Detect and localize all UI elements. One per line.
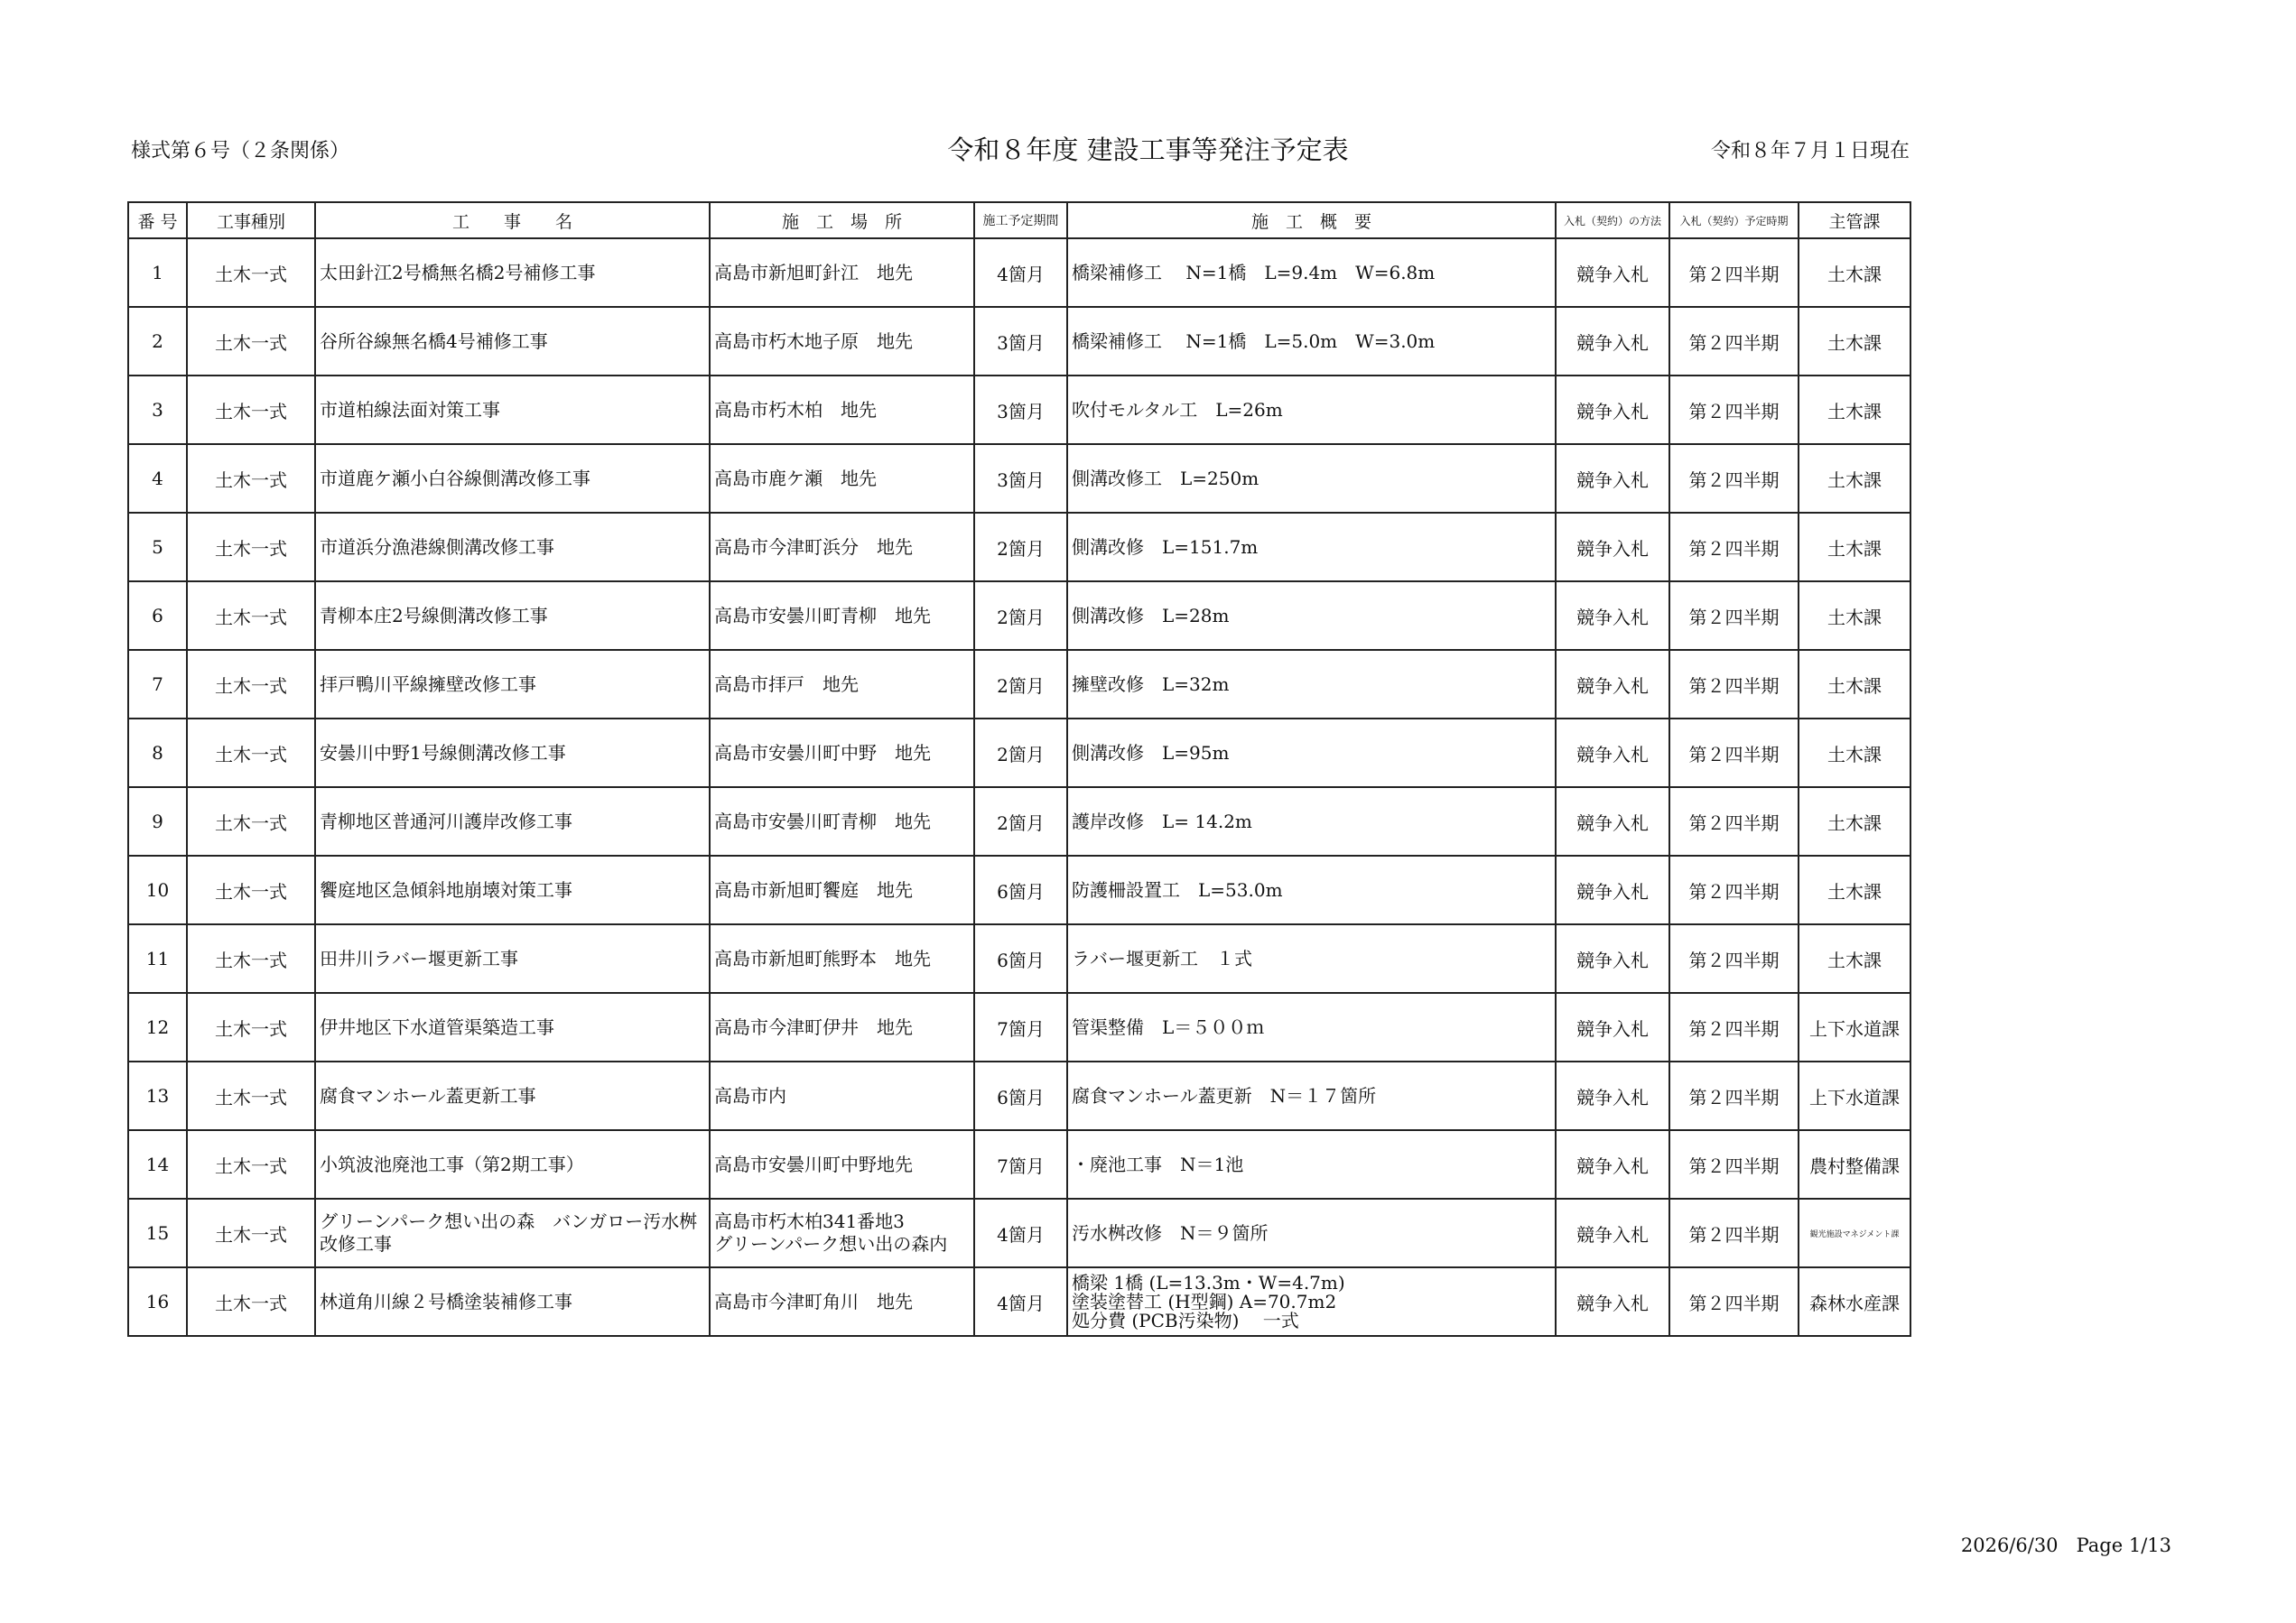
table-row bbox=[128, 924, 1910, 993]
cell-period: 4箇月 bbox=[974, 238, 1067, 307]
cell-dept: 土木課 bbox=[1799, 787, 1910, 856]
cell-dept: 上下水道課 bbox=[1799, 1062, 1910, 1130]
table-row bbox=[128, 376, 1910, 444]
cell-place: 高島市内 bbox=[710, 1062, 974, 1130]
table-row bbox=[128, 581, 1910, 650]
cell-no: 10 bbox=[128, 856, 187, 924]
cell-method: 競争入札 bbox=[1556, 376, 1669, 444]
cell-dept: 土木課 bbox=[1799, 719, 1910, 787]
cell-summary: 側溝改修 L=151.7m bbox=[1067, 513, 1556, 581]
cell-summary: 管渠整備 L＝５００ｍ bbox=[1067, 993, 1556, 1062]
cell-no: 9 bbox=[128, 787, 187, 856]
cell-method: 競争入札 bbox=[1556, 1267, 1669, 1336]
cell-place: 高島市安曇川町中野 地先 bbox=[710, 719, 974, 787]
table-row bbox=[128, 513, 1910, 581]
cell-name: 田井川ラバー堰更新工事 bbox=[315, 924, 710, 993]
cell-type: 土木一式 bbox=[187, 1199, 315, 1267]
cell-period: 2箇月 bbox=[974, 581, 1067, 650]
cell-place: 高島市朽木柏341番地3 グリーンパーク想い出の森内 bbox=[710, 1199, 974, 1267]
table-row bbox=[128, 307, 1910, 376]
cell-timing: 第２四半期 bbox=[1669, 444, 1799, 513]
cell-dept: 土木課 bbox=[1799, 581, 1910, 650]
cell-type: 土木一式 bbox=[187, 376, 315, 444]
cell-place: 高島市鹿ケ瀬 地先 bbox=[710, 444, 974, 513]
cell-method: 競争入札 bbox=[1556, 719, 1669, 787]
col-header-place: 施 工 場 所 bbox=[710, 202, 974, 238]
col-header-no: 番 号 bbox=[128, 202, 187, 238]
cell-timing: 第２四半期 bbox=[1669, 924, 1799, 993]
cell-summary: 側溝改修 L=95m bbox=[1067, 719, 1556, 787]
cell-period: 3箇月 bbox=[974, 376, 1067, 444]
cell-name: 市道鹿ケ瀬小白谷線側溝改修工事 bbox=[315, 444, 710, 513]
cell-timing: 第２四半期 bbox=[1669, 856, 1799, 924]
cell-timing: 第２四半期 bbox=[1669, 376, 1799, 444]
cell-period: 4箇月 bbox=[974, 1199, 1067, 1267]
table-row bbox=[128, 993, 1910, 1062]
table-row bbox=[128, 1062, 1910, 1130]
form-number: 様式第６号（２条関係） bbox=[131, 140, 350, 162]
cell-dept: 上下水道課 bbox=[1799, 993, 1910, 1062]
cell-summary: 橋梁 1橋 (L=13.3m・W=4.7m) 塗装塗替工 (H型鋼) A=70.7m2 処分費 (PCB汚染物) 一式 bbox=[1067, 1267, 1556, 1336]
cell-type: 土木一式 bbox=[187, 513, 315, 581]
cell-type: 土木一式 bbox=[187, 307, 315, 376]
cell-dept: 土木課 bbox=[1799, 444, 1910, 513]
table-row bbox=[128, 1130, 1910, 1199]
print-date: 2026/6/30 bbox=[1960, 1535, 2059, 1556]
cell-place: 高島市朽木地子原 地先 bbox=[710, 307, 974, 376]
cell-type: 土木一式 bbox=[187, 650, 315, 719]
cell-no: 12 bbox=[128, 993, 187, 1062]
cell-name: 安曇川中野1号線側溝改修工事 bbox=[315, 719, 710, 787]
cell-name: 腐食マンホール蓋更新工事 bbox=[315, 1062, 710, 1130]
cell-timing: 第２四半期 bbox=[1669, 1130, 1799, 1199]
cell-timing: 第２四半期 bbox=[1669, 513, 1799, 581]
cell-no: 11 bbox=[128, 924, 187, 993]
cell-no: 16 bbox=[128, 1267, 187, 1336]
cell-summary: 腐食マンホール蓋更新 N＝１７箇所 bbox=[1067, 1062, 1556, 1130]
col-header-period: 施工予定期間 bbox=[974, 202, 1067, 238]
cell-name: 市道浜分漁港線側溝改修工事 bbox=[315, 513, 710, 581]
cell-timing: 第２四半期 bbox=[1669, 719, 1799, 787]
cell-no: 8 bbox=[128, 719, 187, 787]
cell-type: 土木一式 bbox=[187, 856, 315, 924]
cell-method: 競争入札 bbox=[1556, 650, 1669, 719]
table-row bbox=[128, 444, 1910, 513]
cell-dept: 農村整備課 bbox=[1799, 1130, 1910, 1199]
cell-place: 高島市今津町伊井 地先 bbox=[710, 993, 974, 1062]
col-header-summary: 施 工 概 要 bbox=[1067, 202, 1556, 238]
cell-timing: 第２四半期 bbox=[1669, 1267, 1799, 1336]
table-row bbox=[128, 787, 1910, 856]
cell-name: 拝戸鴨川平線擁壁改修工事 bbox=[315, 650, 710, 719]
cell-no: 15 bbox=[128, 1199, 187, 1267]
table-row bbox=[128, 856, 1910, 924]
cell-method: 競争入札 bbox=[1556, 856, 1669, 924]
cell-name: 市道柏線法面対策工事 bbox=[315, 376, 710, 444]
cell-type: 土木一式 bbox=[187, 1130, 315, 1199]
cell-method: 競争入札 bbox=[1556, 581, 1669, 650]
cell-summary: 吹付モルタル工 L=26m bbox=[1067, 376, 1556, 444]
table-row bbox=[128, 1199, 1910, 1267]
cell-dept: 土木課 bbox=[1799, 856, 1910, 924]
cell-timing: 第２四半期 bbox=[1669, 787, 1799, 856]
col-header-name: 工 事 名 bbox=[315, 202, 710, 238]
cell-summary: 側溝改修工 L=250m bbox=[1067, 444, 1556, 513]
cell-type: 土木一式 bbox=[187, 444, 315, 513]
cell-place: 高島市今津町角川 地先 bbox=[710, 1267, 974, 1336]
cell-type: 土木一式 bbox=[187, 719, 315, 787]
cell-timing: 第２四半期 bbox=[1669, 307, 1799, 376]
cell-period: 2箇月 bbox=[974, 513, 1067, 581]
construction-schedule-table bbox=[127, 201, 1911, 1337]
col-header-type: 工事種別 bbox=[187, 202, 315, 238]
cell-period: 6箇月 bbox=[974, 924, 1067, 993]
cell-method: 競争入札 bbox=[1556, 924, 1669, 993]
cell-dept: 土木課 bbox=[1799, 513, 1910, 581]
cell-type: 土木一式 bbox=[187, 993, 315, 1062]
cell-summary: ラバー堰更新工 １式 bbox=[1067, 924, 1556, 993]
cell-method: 競争入札 bbox=[1556, 993, 1669, 1062]
as-of-date: 令和８年７月１日現在 bbox=[1710, 140, 1910, 162]
cell-dept: 森林水産課 bbox=[1799, 1267, 1910, 1336]
page-footer bbox=[1914, 1535, 2171, 1556]
cell-no: 13 bbox=[128, 1062, 187, 1130]
page-number: Page 1/13 bbox=[2076, 1535, 2171, 1556]
cell-dept: 土木課 bbox=[1799, 238, 1910, 307]
cell-no: 14 bbox=[128, 1130, 187, 1199]
cell-timing: 第２四半期 bbox=[1669, 581, 1799, 650]
cell-dept: 土木課 bbox=[1799, 650, 1910, 719]
cell-summary: 橋梁補修工 N=1橋 L=9.4m W=6.8m bbox=[1067, 238, 1556, 307]
cell-name: 青柳地区普通河川護岸改修工事 bbox=[315, 787, 710, 856]
cell-period: 6箇月 bbox=[974, 1062, 1067, 1130]
table-row bbox=[128, 650, 1910, 719]
cell-summary: 護岸改修 L= 14.2m bbox=[1067, 787, 1556, 856]
cell-place: 高島市今津町浜分 地先 bbox=[710, 513, 974, 581]
cell-dept: 土木課 bbox=[1799, 376, 1910, 444]
cell-name: 伊井地区下水道管渠築造工事 bbox=[315, 993, 710, 1062]
cell-period: 7箇月 bbox=[974, 993, 1067, 1062]
cell-no: 4 bbox=[128, 444, 187, 513]
cell-type: 土木一式 bbox=[187, 1267, 315, 1336]
cell-name: 饗庭地区急傾斜地崩壊対策工事 bbox=[315, 856, 710, 924]
cell-timing: 第２四半期 bbox=[1669, 238, 1799, 307]
cell-timing: 第２四半期 bbox=[1669, 1062, 1799, 1130]
cell-no: 5 bbox=[128, 513, 187, 581]
cell-method: 競争入札 bbox=[1556, 1199, 1669, 1267]
cell-method: 競争入札 bbox=[1556, 787, 1669, 856]
cell-period: 2箇月 bbox=[974, 719, 1067, 787]
cell-place: 高島市安曇川町青柳 地先 bbox=[710, 581, 974, 650]
cell-summary: ・廃池工事 N＝1池 bbox=[1067, 1130, 1556, 1199]
cell-summary: 擁壁改修 L=32m bbox=[1067, 650, 1556, 719]
cell-dept: 観光施設マネジメント課 bbox=[1799, 1199, 1910, 1267]
cell-name: 谷所谷線無名橋4号補修工事 bbox=[315, 307, 710, 376]
cell-method: 競争入札 bbox=[1556, 1062, 1669, 1130]
cell-place: 高島市新旭町熊野本 地先 bbox=[710, 924, 974, 993]
cell-dept: 土木課 bbox=[1799, 924, 1910, 993]
cell-no: 1 bbox=[128, 238, 187, 307]
cell-name: 太田針江2号橋無名橋2号補修工事 bbox=[315, 238, 710, 307]
cell-method: 競争入札 bbox=[1556, 444, 1669, 513]
cell-summary: 防護柵設置工 L=53.0m bbox=[1067, 856, 1556, 924]
col-header-method: 入札（契約）の方法 bbox=[1556, 202, 1669, 238]
cell-method: 競争入札 bbox=[1556, 307, 1669, 376]
table-row bbox=[128, 238, 1910, 307]
cell-name: 小筑波池廃池工事（第2期工事） bbox=[315, 1130, 710, 1199]
col-header-dept: 主管課 bbox=[1799, 202, 1910, 238]
cell-type: 土木一式 bbox=[187, 787, 315, 856]
cell-period: 4箇月 bbox=[974, 1267, 1067, 1336]
cell-summary: 橋梁補修工 N=1橋 L=5.0m W=3.0m bbox=[1067, 307, 1556, 376]
cell-summary: 側溝改修 L=28m bbox=[1067, 581, 1556, 650]
cell-period: 3箇月 bbox=[974, 444, 1067, 513]
cell-type: 土木一式 bbox=[187, 581, 315, 650]
cell-place: 高島市安曇川町中野地先 bbox=[710, 1130, 974, 1199]
cell-summary: 汚水桝改修 N＝９箇所 bbox=[1067, 1199, 1556, 1267]
cell-timing: 第２四半期 bbox=[1669, 650, 1799, 719]
cell-method: 競争入札 bbox=[1556, 238, 1669, 307]
cell-period: 2箇月 bbox=[974, 650, 1067, 719]
cell-no: 3 bbox=[128, 376, 187, 444]
cell-place: 高島市新旭町針江 地先 bbox=[710, 238, 974, 307]
cell-no: 6 bbox=[128, 581, 187, 650]
cell-timing: 第２四半期 bbox=[1669, 993, 1799, 1062]
cell-name: 青柳本庄2号線側溝改修工事 bbox=[315, 581, 710, 650]
cell-place: 高島市朽木柏 地先 bbox=[710, 376, 974, 444]
cell-method: 競争入札 bbox=[1556, 513, 1669, 581]
cell-type: 土木一式 bbox=[187, 924, 315, 993]
cell-dept: 土木課 bbox=[1799, 307, 1910, 376]
cell-place: 高島市拝戸 地先 bbox=[710, 650, 974, 719]
cell-type: 土木一式 bbox=[187, 238, 315, 307]
cell-timing: 第２四半期 bbox=[1669, 1199, 1799, 1267]
cell-no: 7 bbox=[128, 650, 187, 719]
cell-period: 3箇月 bbox=[974, 307, 1067, 376]
cell-type: 土木一式 bbox=[187, 1062, 315, 1130]
cell-no: 2 bbox=[128, 307, 187, 376]
table-row bbox=[128, 719, 1910, 787]
page-title: 令和８年度 建設工事等発注予定表 bbox=[947, 134, 1349, 165]
table-header-row bbox=[128, 202, 1910, 238]
cell-name: グリーンパーク想い出の森 バンガロー汚水桝改修工事 bbox=[315, 1199, 710, 1267]
cell-period: 7箇月 bbox=[974, 1130, 1067, 1199]
cell-place: 高島市安曇川町青柳 地先 bbox=[710, 787, 974, 856]
cell-method: 競争入札 bbox=[1556, 1130, 1669, 1199]
cell-name: 林道角川線２号橋塗装補修工事 bbox=[315, 1267, 710, 1336]
cell-place: 高島市新旭町饗庭 地先 bbox=[710, 856, 974, 924]
table-row bbox=[128, 1267, 1910, 1336]
cell-period: 2箇月 bbox=[974, 787, 1067, 856]
col-header-timing: 入札（契約）予定時期 bbox=[1669, 202, 1799, 238]
cell-period: 6箇月 bbox=[974, 856, 1067, 924]
